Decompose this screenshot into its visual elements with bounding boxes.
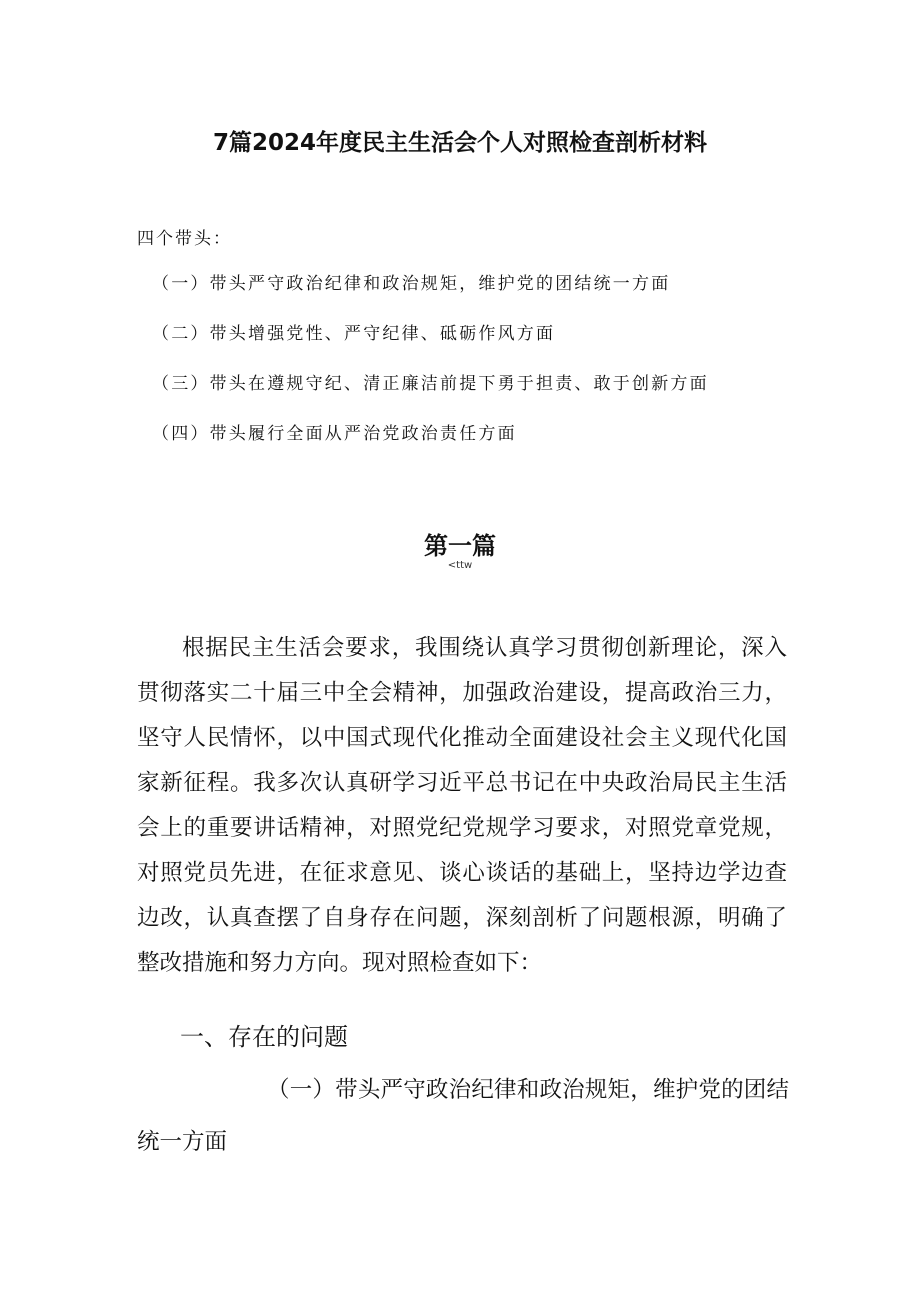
document-title: 7篇2024年度民主生活会个人对照检查剖析材料 bbox=[212, 130, 708, 156]
body-paragraph: 根据民主生活会要求，我围绕认真学习贯彻创新理论，深入贯彻落实二十届三中全会精神，加强政治建设，提高政治三力，坚守人民情怀，以中国式现代化推动全面建设社会主义现代化国家新征程。我多次认真研学习近平总书记在中央政治局民主生活会上的重要讲话精神，对照党纪党规学习要求，对照党章党规，对照党员先进，在征求意见、谈心谈话的基础上，坚持边学边查边改，认真查摆了自身存在问题，深刻剖析了问题根源，明确了整改措施和努力方向。现对照检查如下： bbox=[137, 635, 787, 976]
section-mark: <ttw bbox=[447, 560, 473, 571]
toc-item: （三）带头在遵规守纪、清正廉洁前提下勇于担责、敢于创新方面 bbox=[152, 374, 709, 394]
toc-item: （四）带头履行全面从严治党政治责任方面 bbox=[152, 424, 517, 444]
section-heading: 第一篇 bbox=[424, 532, 496, 560]
sub-section-paragraph: （一）带头严守政治纪律和政治规矩，维护党的团结统一方面 bbox=[137, 1077, 789, 1155]
toc-item: （一）带头严守政治纪律和政治规矩，维护党的团结统一方面 bbox=[152, 274, 671, 294]
intro-label: 四个带头： bbox=[137, 229, 232, 249]
toc-item: （二）带头增强党性、严守纪律、砥砺作风方面 bbox=[152, 324, 556, 344]
heading-problems: 一、存在的问题 bbox=[180, 1023, 348, 1051]
toc-list bbox=[152, 271, 709, 471]
